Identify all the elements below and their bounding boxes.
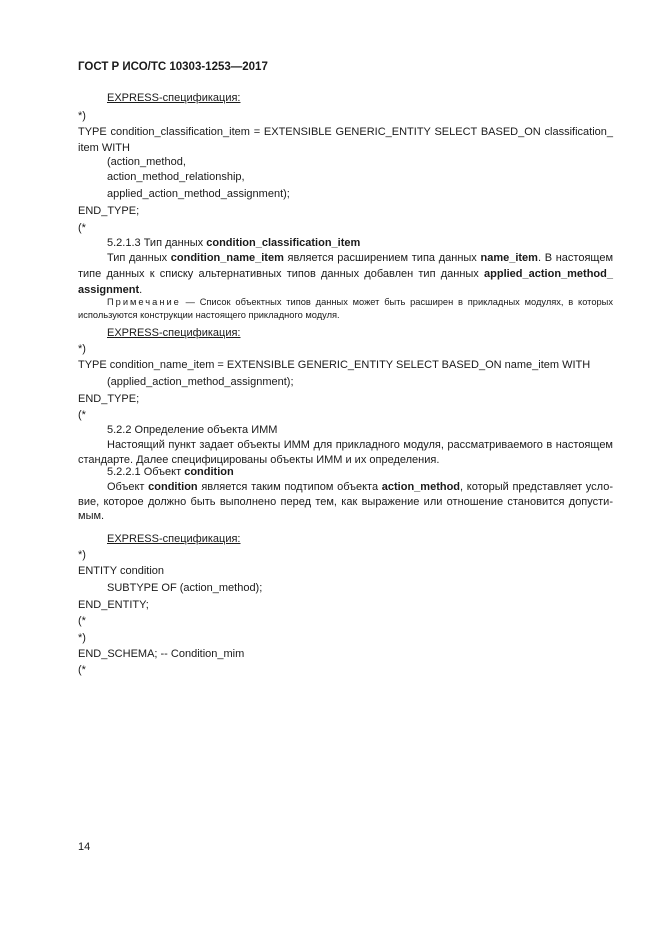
- text-line: [78, 308, 340, 322]
- text-line: [78, 614, 86, 628]
- text-line: [107, 155, 186, 169]
- bold-term: assignment: [78, 284, 140, 296]
- text-line: [107, 236, 360, 250]
- text-segment: (*: [78, 409, 86, 421]
- text-line: [78, 342, 86, 356]
- bold-term: condition_classification_item: [206, 237, 361, 249]
- text-segment: — Список объектных типов данных может быть расширен в прикладных модулях, в которых: [180, 297, 613, 307]
- text-line: [107, 465, 234, 479]
- text-segment: вие, которое должно быть выполнено перед тем, как выражение или отношение становится допусти-: [78, 496, 613, 508]
- text-segment: (applied_action_method_assignment);: [107, 376, 294, 388]
- text-line: [107, 581, 262, 595]
- text-line: [107, 326, 240, 340]
- text-line: [107, 375, 294, 389]
- bold-term: condition_name_item: [170, 252, 284, 264]
- page-number: 14: [78, 841, 91, 853]
- text-line: [107, 532, 240, 546]
- bold-term: action_method: [381, 481, 461, 493]
- text-line: [78, 509, 104, 523]
- text-line: [107, 480, 613, 494]
- text-line: [107, 251, 613, 265]
- text-segment: action_method_relationship,: [107, 171, 245, 183]
- text-segment: .: [139, 284, 143, 296]
- text-segment: мым.: [78, 510, 105, 522]
- text-segment: END_ENTITY;: [78, 599, 149, 611]
- text-segment: *): [78, 110, 86, 122]
- text-segment: END_SCHEMA; -- Condition_mim: [78, 648, 245, 660]
- text-segment: (action_method,: [107, 156, 186, 168]
- text-segment: Объект: [107, 481, 149, 493]
- text-line: [78, 495, 613, 509]
- text-segment: 5.2.2.1 Объект: [107, 466, 185, 478]
- text-segment: является расширением типа данных: [283, 252, 481, 264]
- text-segment: *): [78, 343, 86, 355]
- text-segment: (*: [78, 222, 86, 234]
- bold-term: applied_action_method_: [484, 268, 613, 280]
- text-line: [78, 564, 164, 578]
- text-segment: *): [78, 632, 86, 644]
- text-segment: (*: [78, 664, 86, 676]
- text-line: [107, 187, 290, 201]
- text-line: [107, 438, 613, 452]
- text-segment: TYPE condition_classification_item = EXTENSIBLE GENERIC_ENTITY SELECT BASED_ON classification_: [78, 126, 613, 138]
- text-segment: стандарте. Далее специфицированы объекты ИММ и их определения.: [78, 454, 440, 466]
- text-line: [107, 170, 245, 184]
- text-segment: END_TYPE;: [78, 205, 140, 217]
- document-header: ГОСТ Р ИСО/ТС 10303-1253—2017: [78, 61, 268, 73]
- text-line: [78, 358, 590, 372]
- text-segment: Примечание: [107, 297, 181, 307]
- text-segment: item WITH: [78, 142, 130, 154]
- text-segment: ENTITY condition: [78, 565, 165, 577]
- text-line: [78, 631, 86, 645]
- text-line: [78, 109, 86, 123]
- text-segment: (*: [78, 615, 86, 627]
- bold-term: condition: [148, 481, 198, 493]
- text-segment: , который представляет усло-: [460, 481, 614, 493]
- text-segment: *): [78, 549, 86, 561]
- text-line: [78, 125, 613, 139]
- text-line: [78, 408, 86, 422]
- text-segment: используются конструкции настоящего прикладного модуля.: [78, 310, 340, 320]
- text-line: [78, 204, 139, 218]
- text-segment: Настоящий пункт задает объекты ИММ для прикладного модуля, рассматриваемого в настоящем: [107, 439, 613, 451]
- text-line: [78, 221, 86, 235]
- text-line: [78, 598, 149, 612]
- text-line: [78, 267, 613, 281]
- text-line: [107, 91, 240, 105]
- text-line: [78, 548, 86, 562]
- bold-term: name_item: [480, 252, 538, 264]
- text-line: [107, 423, 277, 437]
- text-segment: EXPRESS-спецификация:: [107, 533, 241, 545]
- text-segment: 5.2.2 Определение объекта ИММ: [107, 424, 278, 436]
- text-segment: TYPE condition_name_item = EXTENSIBLE GENERIC_ENTITY SELECT BASED_ON name_item WITH: [78, 359, 591, 371]
- text-line: [107, 295, 613, 309]
- text-segment: SUBTYPE OF (action_method);: [107, 582, 263, 594]
- text-segment: 5.2.1.3 Тип данных: [107, 237, 207, 249]
- bold-term: condition: [184, 466, 234, 478]
- text-line: [78, 392, 139, 406]
- text-line: [78, 663, 86, 677]
- text-segment: Тип данных: [107, 252, 171, 264]
- text-segment: EXPRESS-спецификация:: [107, 92, 241, 104]
- text-segment: типе данных к списку альтернативных типов данных добавлен тип данных: [78, 268, 485, 280]
- text-segment: applied_action_method_assignment);: [107, 188, 290, 200]
- text-segment: является таким подтипом объекта: [197, 481, 382, 493]
- text-segment: EXPRESS-спецификация:: [107, 327, 241, 339]
- text-segment: . В настоящем: [537, 252, 614, 264]
- text-line: [78, 141, 130, 155]
- text-segment: END_TYPE;: [78, 393, 140, 405]
- text-line: [78, 647, 244, 661]
